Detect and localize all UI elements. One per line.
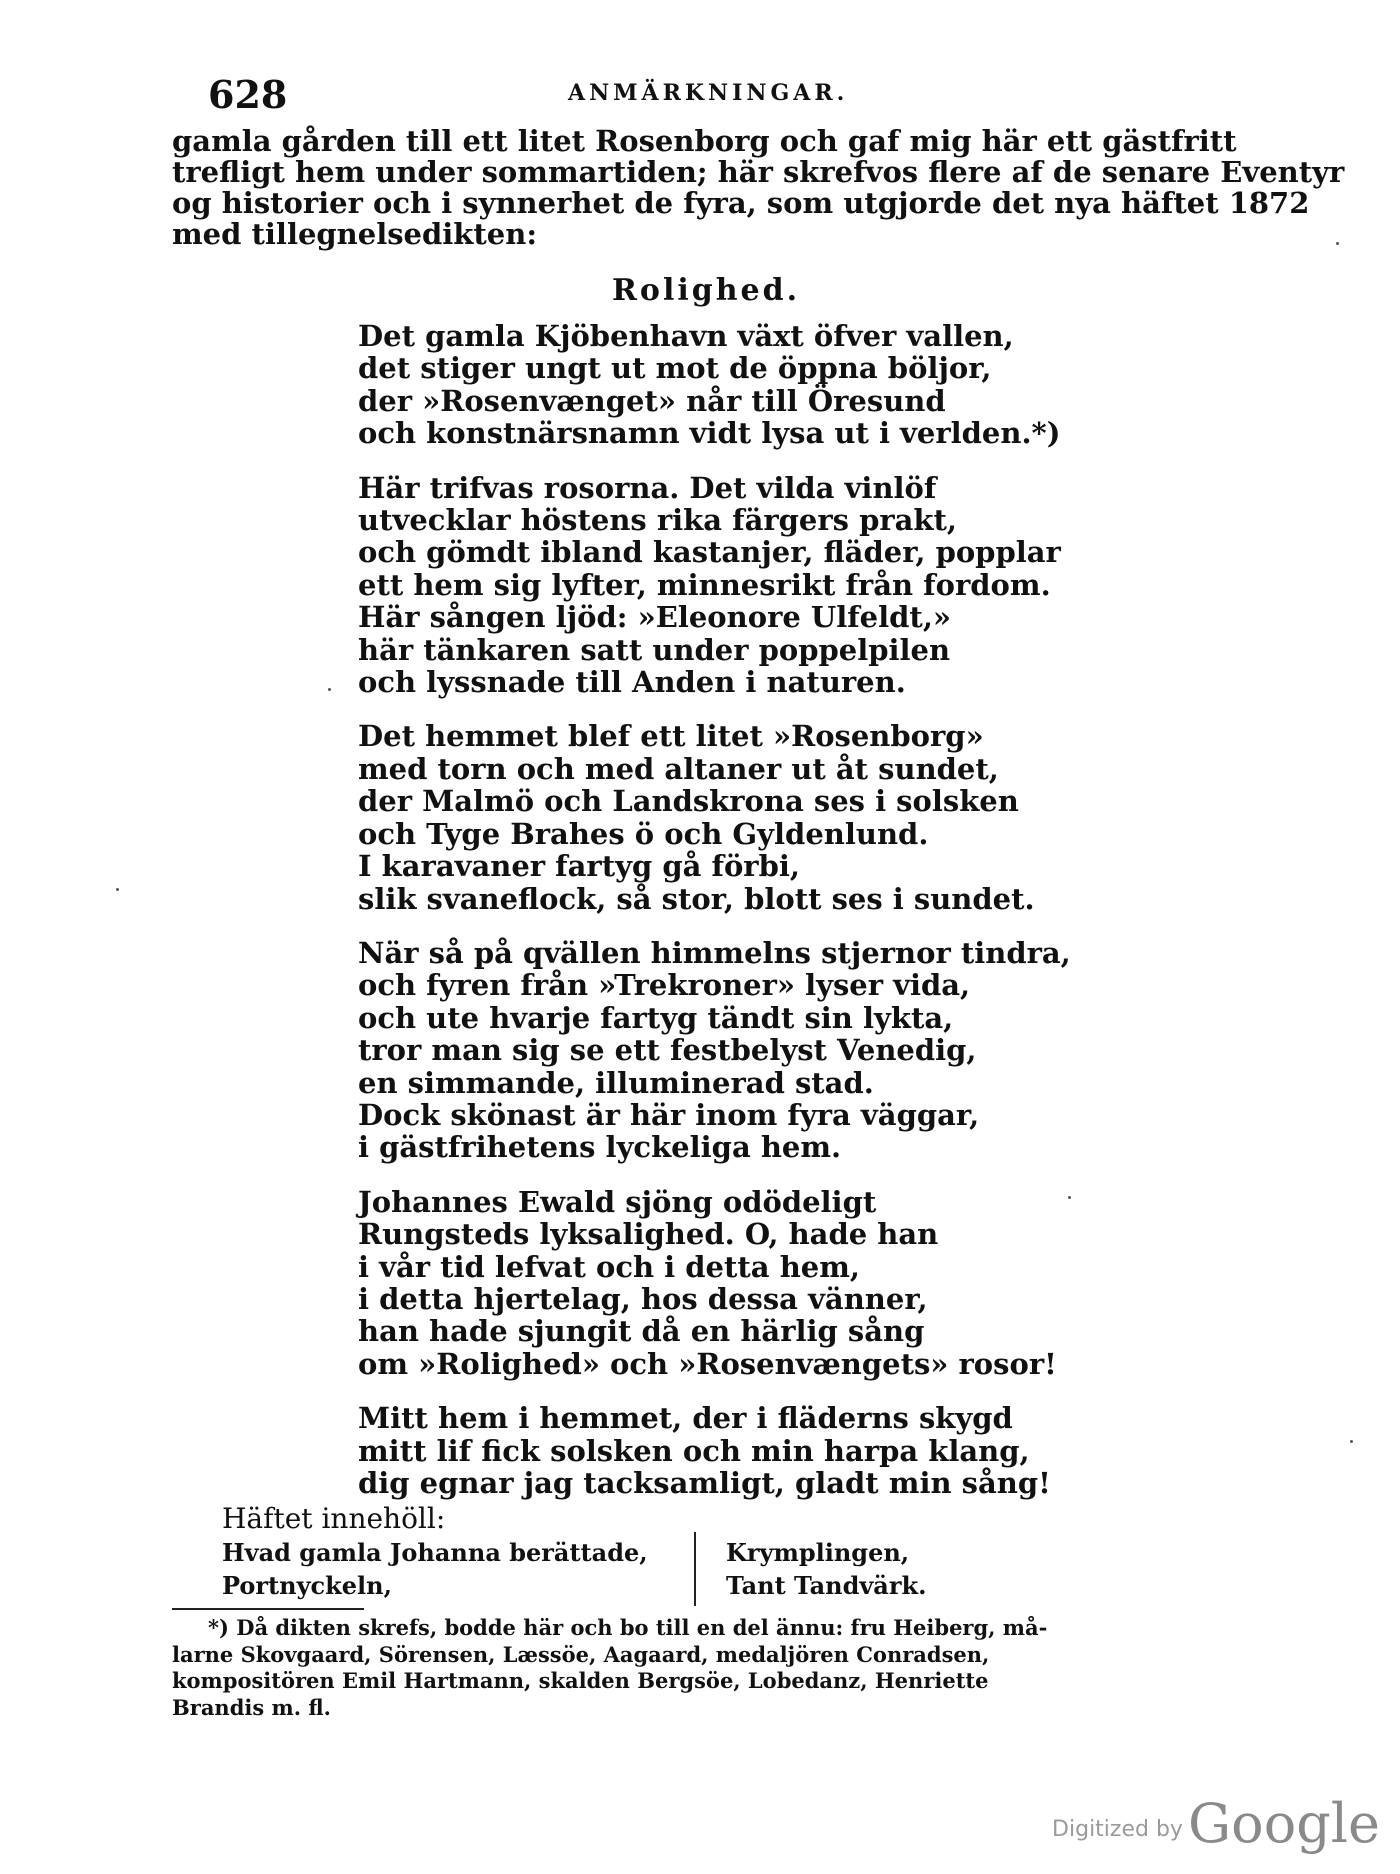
- footnote-rule: [172, 1608, 364, 1610]
- stanza-4: [358, 937, 1158, 1164]
- scan-speck: [1336, 242, 1339, 245]
- footnote-line: Brandis m. fl.: [172, 1694, 331, 1720]
- scan-speck: [328, 688, 331, 691]
- stanza-6: [358, 1402, 1158, 1499]
- contents-entry: Krymplingen,: [726, 1538, 910, 1567]
- verse-line: Dock skönast är här inom fyra väggar,: [358, 1097, 980, 1132]
- watermark-prefix: Digitized by: [1052, 1817, 1183, 1842]
- verse-line: När så på qvällen himmelns stjernor tindra,: [358, 935, 1071, 970]
- verse-line: med torn och med altaner ut åt sundet,: [358, 751, 999, 786]
- scan-speck: [1068, 1196, 1071, 1199]
- google-logo: Google: [1188, 1792, 1380, 1855]
- verse-line: om »Rolighed» och »Rosenvængets» rosor!: [358, 1346, 1057, 1381]
- verse-line: Mitt hem i hemmet, der i fläderns skygd: [358, 1401, 1013, 1436]
- poem-title: Rolighed.: [612, 273, 801, 308]
- column-divider: [694, 1532, 696, 1606]
- verse-line: Rungsteds lyksalighed. O, hade han: [358, 1217, 939, 1252]
- stanza-3: [358, 720, 1158, 914]
- contents-label: Häftet innehöll:: [222, 1502, 446, 1535]
- verse-line: I karavaner fartyg gå förbi,: [358, 849, 800, 884]
- verse-line: Johannes Ewald sjöng odödeligt: [358, 1184, 877, 1219]
- verse-line: tror man sig se ett festbelyst Venedig,: [358, 1033, 977, 1068]
- intro-line: og historier och i synnerhet de fyra, som utgjorde det nya häftet 1872: [172, 186, 1310, 220]
- contents-entry: Hvad gamla Johanna berättade,: [222, 1538, 648, 1567]
- footnote-line: larne Skovgaard, Sörensen, Læssöe, Aagaard, medaljören Conradsen,: [172, 1641, 990, 1667]
- verse-line: en simmande, illuminerad stad.: [358, 1065, 874, 1100]
- verse-line: dig egnar jag tacksamligt, gladt min sång!: [358, 1466, 1051, 1500]
- contents-list: [222, 1536, 982, 1606]
- scan-speck: [116, 888, 119, 891]
- verse-line: Här trifvas rosorna. Det vilda vinlöf: [358, 470, 937, 505]
- verse-line: ett hem sig lyfter, minnesrikt från fordom.: [358, 567, 1051, 602]
- intro-line: med tillegnelsedikten:: [172, 217, 538, 251]
- page-number: 628: [208, 72, 288, 117]
- verse-line: Här sången ljöd: »Eleonore Ulfeldt,»: [358, 600, 952, 635]
- footnote: [172, 1615, 1232, 1721]
- page-header: [208, 72, 1088, 117]
- verse-line: och fyren från »Trekroner» lyser vida,: [358, 968, 971, 1003]
- poem: [358, 320, 1158, 1521]
- verse-line: Det gamla Kjöbenhavn växt öfver vallen,: [358, 319, 1014, 353]
- intro-paragraph: [172, 124, 1345, 251]
- footnote-line: kompositören Emil Hartmann, skalden Bergsöe, Lobedanz, Henriette: [172, 1668, 989, 1694]
- verse-line: det stiger ungt ut mot de öppna böljor,: [358, 351, 992, 386]
- verse-line: och lyssnade till Anden i naturen.: [358, 665, 906, 700]
- contents-right-column: [726, 1536, 926, 1602]
- intro-line: gamla gården till ett litet Rosenborg och gaf mig här ett gästfritt: [172, 124, 1237, 158]
- verse-line: Det hemmet blef ett litet »Rosenborg»: [358, 719, 984, 754]
- intro-line: trefligt hem under sommartiden; här skrefvos flere af de senare Eventyr: [172, 155, 1345, 189]
- verse-line: i vår tid lefvat och i detta hem,: [358, 1249, 861, 1284]
- footnote-line: *) Då dikten skrefs, bodde här och bo till en del ännu: fru Heiberg, må-: [208, 1615, 1048, 1640]
- verse-line: och Tyge Brahes ö och Gyldenlund.: [358, 816, 929, 851]
- digitized-watermark: [1052, 1792, 1380, 1855]
- verse-line: der »Rosenvænget» når till Öresund: [358, 383, 946, 418]
- verse-line: och gömdt ibland kastanjer, fläder, popplar: [358, 535, 1061, 570]
- stanza-2: [358, 472, 1158, 699]
- scan-speck: [1350, 1440, 1353, 1443]
- verse-line: och ute hvarje fartyg tändt sin lykta,: [358, 1000, 954, 1035]
- verse-line: här tänkaren satt under poppelpilen: [358, 632, 951, 667]
- verse-line: i gästfrihetens lyckeliga hem.: [358, 1130, 842, 1165]
- verse-line: mitt lif fick solsken och min harpa klang,: [358, 1433, 1030, 1468]
- verse-line: och konstnärsnamn vidt lysa ut i verlden.*): [358, 416, 1061, 451]
- verse-line: der Malmö och Landskrona ses i solsken: [358, 784, 1019, 819]
- verse-line: utvecklar höstens rika färgers prakt,: [358, 503, 958, 538]
- stanza-1: [358, 320, 1158, 450]
- contents-entry: Tant Tandvärk.: [726, 1571, 927, 1600]
- running-head: ANMÄRKNINGAR.: [568, 80, 849, 106]
- verse-line: slik svaneflock, så stor, blott ses i sundet.: [358, 881, 1035, 916]
- stanza-5: [358, 1186, 1158, 1380]
- verse-line: han hade sjungit då en härlig sång: [358, 1314, 925, 1349]
- verse-line: i detta hjertelag, hos dessa vänner,: [358, 1281, 928, 1316]
- contents-entry: Portnyckeln,: [222, 1571, 392, 1600]
- contents-left-column: [222, 1536, 648, 1602]
